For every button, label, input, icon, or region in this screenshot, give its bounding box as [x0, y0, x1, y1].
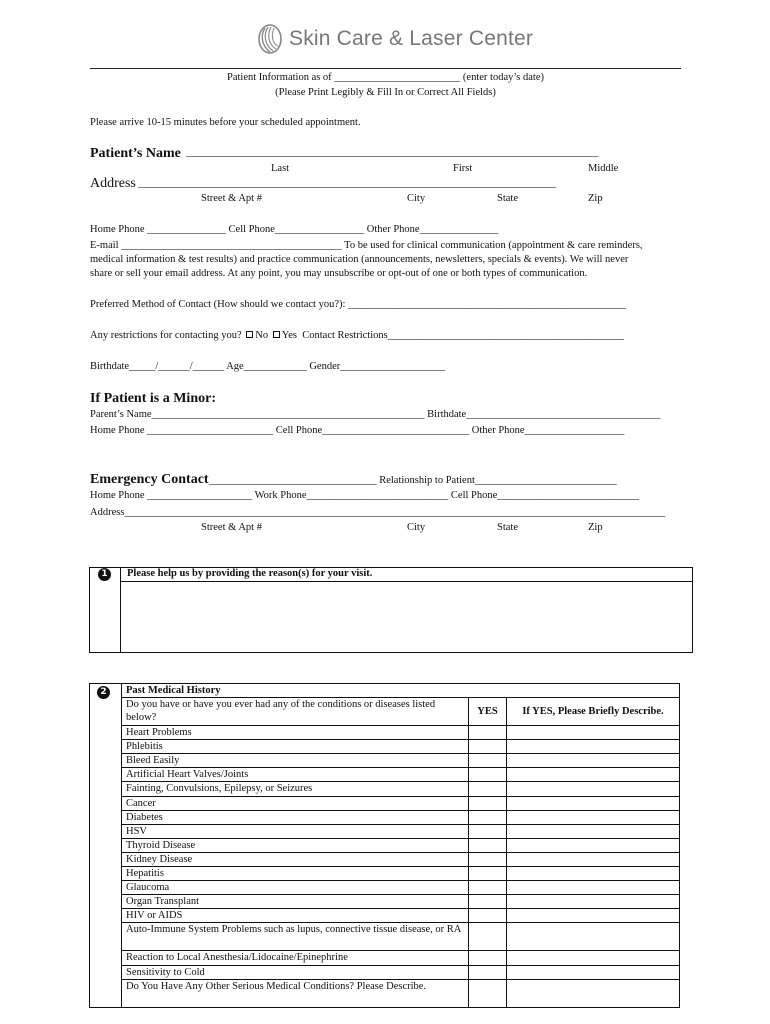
preferred-contact-field[interactable]: Preferred Method of Contact (How should we contact you?): _____________________________________________________ — [90, 299, 627, 310]
condition-label: Organ Transplant — [122, 895, 469, 909]
condition-yes-cell[interactable] — [469, 923, 507, 951]
condition-yes-cell[interactable] — [469, 838, 507, 852]
contact-restrictions-field[interactable]: Contact Restrictions_____________________________________________ — [302, 330, 624, 341]
logo — [256, 22, 533, 56]
emergency-name-field[interactable]: ________________________________ — [208, 475, 377, 486]
addr-sub-state: State — [497, 193, 518, 204]
email-note-3: share or sell your email address. At any point, you may unsubscribe or opt-out of one or both types of communication. — [90, 268, 588, 279]
restrictions-row — [90, 330, 681, 341]
condition-yes-cell[interactable] — [469, 895, 507, 909]
condition-yes-cell[interactable] — [469, 726, 507, 740]
condition-yes-cell[interactable] — [469, 796, 507, 810]
condition-yes-cell[interactable] — [469, 754, 507, 768]
table-row — [90, 965, 680, 979]
condition-describe-cell[interactable] — [507, 824, 680, 838]
condition-describe-cell[interactable] — [507, 768, 680, 782]
condition-yes-cell[interactable] — [469, 979, 507, 1007]
section-1-number-icon: 1 — [98, 568, 111, 581]
table-row — [90, 979, 680, 1007]
em-addr-sub-state: State — [497, 522, 518, 533]
table-row — [90, 852, 680, 866]
condition-describe-cell[interactable] — [507, 895, 680, 909]
table-row — [90, 881, 680, 895]
condition-yes-cell[interactable] — [469, 881, 507, 895]
birthdate-age-gender[interactable]: Birthdate_____/______/______ Age____________ Gender____________________ — [90, 361, 446, 372]
condition-label: Fainting, Convulsions, Epilepsy, or Seizures — [122, 782, 469, 796]
condition-describe-cell[interactable] — [507, 782, 680, 796]
addr-sub-street: Street & Apt # — [201, 193, 262, 204]
condition-label: Bleed Easily — [122, 754, 469, 768]
print-instructions: (Please Print Legibly & Fill In or Correct All Fields) — [275, 87, 496, 98]
section-2-num-cell — [90, 684, 122, 1008]
table-row — [90, 684, 680, 698]
header-divider — [90, 68, 681, 69]
table-row — [90, 782, 680, 796]
reason-input[interactable] — [121, 582, 692, 652]
condition-label: Heart Problems — [122, 726, 469, 740]
condition-label: Reaction to Local Anesthesia/Lidocaine/Epinephrine — [122, 951, 469, 965]
name-sub-last: Last — [271, 163, 290, 174]
table-row — [90, 726, 680, 740]
condition-describe-cell[interactable] — [507, 979, 680, 1007]
condition-label: Sensitivity to Cold — [122, 965, 469, 979]
minor-phone-row[interactable]: Home Phone ________________________ Cell Phone____________________________ Other Phone___________________ — [90, 425, 625, 436]
condition-label: Cancer — [122, 796, 469, 810]
condition-label: Thyroid Disease — [122, 838, 469, 852]
emergency-phone-row[interactable]: Home Phone ____________________ Work Phone___________________________ Cell Phone___________________________ — [90, 490, 640, 501]
condition-label: Hepatitis — [122, 867, 469, 881]
medical-history-title: Past Medical History — [122, 684, 680, 698]
condition-describe-cell[interactable] — [507, 726, 680, 740]
table-row — [90, 810, 680, 824]
condition-describe-cell[interactable] — [507, 796, 680, 810]
logo-text: Skin Care & Laser Center — [289, 27, 534, 50]
condition-describe-cell[interactable] — [507, 951, 680, 965]
emergency-row — [90, 472, 681, 488]
em-addr-sub-zip: Zip — [588, 522, 603, 533]
describe-header: If YES, Please Briefly Describe. — [507, 698, 680, 726]
condition-yes-cell[interactable] — [469, 867, 507, 881]
medical-question: Do you have or have you ever had any of the conditions or diseases listed below? — [122, 698, 469, 726]
condition-describe-cell[interactable] — [507, 852, 680, 866]
condition-label: Diabetes — [122, 810, 469, 824]
logo-swirl-icon — [256, 22, 284, 56]
minor-title: If Patient is a Minor: — [90, 391, 216, 406]
phone-fields[interactable]: Home Phone _______________ Cell Phone_________________ Other Phone_______________ — [90, 224, 499, 235]
condition-label: Auto-Immune System Problems such as lupus, connective tissue disease, or RA — [122, 923, 469, 951]
section-2-number-icon: 2 — [97, 686, 110, 699]
addr-sub-zip: Zip — [588, 193, 603, 204]
condition-yes-cell[interactable] — [469, 852, 507, 866]
table-row — [90, 923, 680, 951]
table-row — [90, 838, 680, 852]
email-field[interactable]: E-mail __________________________________________ To be used for clinical communication (appointment & care reminders, — [90, 240, 643, 251]
condition-yes-cell[interactable] — [469, 824, 507, 838]
table-row — [90, 698, 680, 726]
table-row — [90, 754, 680, 768]
restriction-no-checkbox[interactable] — [246, 331, 253, 338]
condition-yes-cell[interactable] — [469, 810, 507, 824]
em-addr-sub-street: Street & Apt # — [201, 522, 262, 533]
table-row — [90, 951, 680, 965]
condition-yes-cell[interactable] — [469, 951, 507, 965]
table-row — [90, 909, 680, 923]
patient-name-field[interactable]: ___________________________________________________________________________ — [186, 146, 599, 158]
patient-name-label: Patient’s Name — [90, 146, 181, 161]
yes-header: YES — [469, 698, 507, 726]
emergency-address-field[interactable]: Address_______________________________________________________________________________________________________ — [90, 507, 666, 518]
condition-describe-cell[interactable] — [507, 838, 680, 852]
table-row — [90, 740, 680, 754]
condition-describe-cell[interactable] — [507, 810, 680, 824]
condition-describe-cell[interactable] — [507, 923, 680, 951]
address-field[interactable]: ____________________________________________________________________________ — [138, 177, 556, 189]
restrictions-question: Any restrictions for contacting you? — [90, 330, 242, 341]
condition-describe-cell[interactable] — [507, 740, 680, 754]
restriction-yes-label: Yes — [281, 330, 297, 341]
em-addr-sub-city: City — [407, 522, 426, 533]
medical-history-table — [89, 683, 680, 1008]
table-row — [90, 867, 680, 881]
address-label: Address — [90, 176, 136, 191]
date-line: Patient Information as of ________________________ (enter today’s date) — [227, 72, 544, 83]
restriction-yes-checkbox[interactable] — [273, 331, 280, 338]
table-row — [90, 895, 680, 909]
name-sub-middle: Middle — [588, 163, 619, 174]
emergency-title: Emergency Contact — [90, 472, 209, 487]
condition-label: Artificial Heart Valves/Joints — [122, 768, 469, 782]
condition-describe-cell[interactable] — [507, 965, 680, 979]
condition-describe-cell[interactable] — [507, 909, 680, 923]
condition-label: Glaucoma — [122, 881, 469, 895]
arrive-note: Please arrive 10-15 minutes before your scheduled appointment. — [90, 117, 361, 128]
table-row — [90, 768, 680, 782]
name-sub-first: First — [453, 163, 473, 174]
condition-label: HIV or AIDS — [122, 909, 469, 923]
condition-yes-cell[interactable] — [469, 768, 507, 782]
addr-sub-city: City — [407, 193, 426, 204]
condition-yes-cell[interactable] — [469, 782, 507, 796]
condition-describe-cell[interactable] — [507, 881, 680, 895]
table-row — [90, 796, 680, 810]
condition-label: HSV — [122, 824, 469, 838]
condition-yes-cell[interactable] — [469, 740, 507, 754]
condition-label: Kidney Disease — [122, 852, 469, 866]
reason-title: Please help us by providing the reason(s) for your visit. — [127, 568, 373, 579]
condition-yes-cell[interactable] — [469, 965, 507, 979]
email-note-2: medical information & test results) and practice communication (announcements, newsletters, specials & events). We will never — [90, 254, 629, 265]
condition-describe-cell[interactable] — [507, 867, 680, 881]
condition-yes-cell[interactable] — [469, 909, 507, 923]
condition-label: Phlebitis — [122, 740, 469, 754]
restriction-no-label: No — [255, 330, 269, 341]
relationship-field[interactable]: Relationship to Patient___________________________ — [379, 475, 617, 486]
condition-describe-cell[interactable] — [507, 754, 680, 768]
table-row — [90, 824, 680, 838]
condition-label: Do You Have Any Other Serious Medical Conditions? Please Describe. — [122, 979, 469, 1007]
minor-parent-row[interactable]: Parent’s Name____________________________________________________ Birthdate_____________________________________ — [90, 409, 661, 420]
